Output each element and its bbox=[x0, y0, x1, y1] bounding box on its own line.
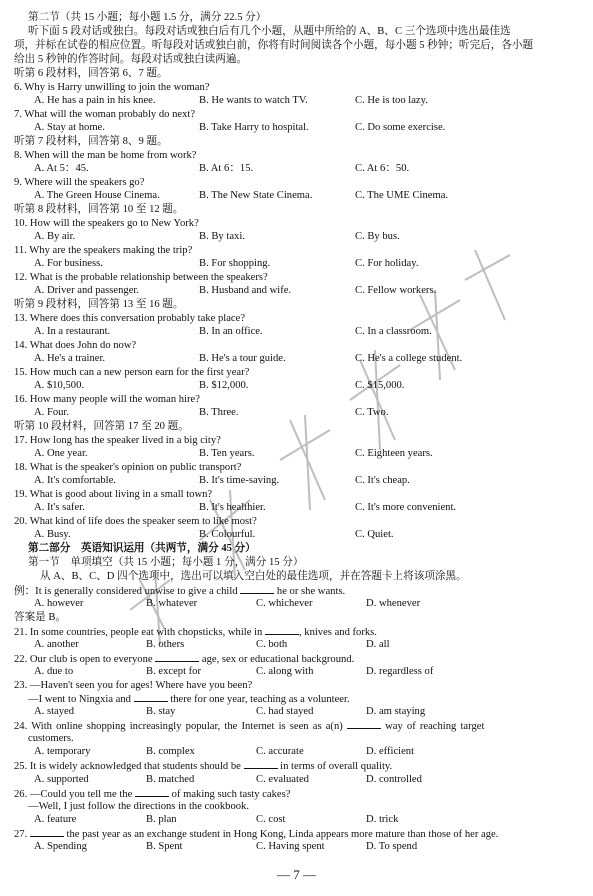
option[interactable]: C. cost bbox=[256, 814, 286, 825]
option[interactable]: C. both bbox=[256, 639, 288, 650]
option[interactable]: D. efficient bbox=[366, 746, 415, 757]
option[interactable]: A. The Green House Cinema. bbox=[34, 190, 160, 201]
option[interactable]: C. Having spent bbox=[256, 841, 325, 852]
option[interactable]: D. To spend bbox=[366, 841, 418, 852]
option[interactable]: C. It's more convenient. bbox=[355, 502, 457, 513]
option[interactable]: A. temporary bbox=[34, 746, 91, 757]
option[interactable]: C. In a classroom. bbox=[355, 326, 432, 337]
option[interactable]: B. Ten years. bbox=[199, 448, 255, 459]
option[interactable]: C. The UME Cinema. bbox=[355, 190, 449, 201]
option[interactable]: B. whatever bbox=[146, 598, 198, 609]
material-heading: 听第 8 段材料，回答第 10 至 12 题。 bbox=[14, 204, 184, 215]
option[interactable]: B. others bbox=[146, 639, 185, 650]
option[interactable]: B. By taxi. bbox=[199, 231, 245, 242]
answer-blank[interactable] bbox=[347, 719, 381, 729]
question-18: 18. What is the speaker's opinion on public transport? bbox=[14, 462, 242, 473]
option[interactable]: C. along with bbox=[256, 666, 314, 677]
option[interactable]: B. complex bbox=[146, 746, 195, 757]
option[interactable]: B. plan bbox=[146, 814, 177, 825]
question-26: 26. —Could you tell me the of making such tasty cakes? bbox=[14, 789, 291, 800]
question-14: 14. What does John do now? bbox=[14, 340, 137, 351]
example-question: 例：It is generally considered unwise to give a child he or she wants. bbox=[14, 586, 346, 597]
section2-instructions: 项，并标在试卷的相应位置。听每段对话或独白前，你将有时间阅读各个小题，每小题 5 秒钟；听完后，各小题 bbox=[14, 40, 534, 51]
question-23: 23. —Haven't seen you for ages! Where have you been? bbox=[14, 680, 253, 691]
option[interactable]: C. Two. bbox=[355, 407, 389, 418]
option[interactable]: C. Do some exercise. bbox=[355, 122, 446, 133]
option[interactable]: B. matched bbox=[146, 774, 195, 785]
option[interactable]: A. By air. bbox=[34, 231, 76, 242]
option[interactable]: B. $12,000. bbox=[199, 380, 249, 391]
question-20: 20. What kind of life does the speaker seem to like most? bbox=[14, 516, 257, 527]
option[interactable]: A. It's comfortable. bbox=[34, 475, 116, 486]
option[interactable]: B. Take Harry to hospital. bbox=[199, 122, 309, 133]
option[interactable]: A. due to bbox=[34, 666, 74, 677]
option[interactable]: B. Three. bbox=[199, 407, 239, 418]
option[interactable]: C. For holiday. bbox=[355, 258, 419, 269]
question-21: 21. In some countries, people eat with chopsticks, while in , knives and forks. bbox=[14, 627, 377, 638]
example-answer: 答案是 B。 bbox=[14, 612, 67, 623]
answer-blank[interactable] bbox=[240, 584, 274, 594]
option[interactable]: C. whichever bbox=[256, 598, 313, 609]
option[interactable]: A. Busy. bbox=[34, 529, 71, 540]
option[interactable]: A. Driver and passenger. bbox=[34, 285, 140, 296]
option[interactable]: C. had stayed bbox=[256, 706, 314, 717]
option[interactable]: A. He's a trainer. bbox=[34, 353, 106, 364]
option[interactable]: B. He wants to watch TV. bbox=[199, 95, 308, 106]
option[interactable]: C. At 6：50. bbox=[355, 163, 410, 174]
option[interactable]: B. It's healthier. bbox=[199, 502, 266, 513]
option[interactable]: B. At 6：15. bbox=[199, 163, 254, 174]
material-heading: 听第 7 段材料，回答第 8、9 题。 bbox=[14, 136, 168, 147]
option[interactable]: C. Eighteen years. bbox=[355, 448, 433, 459]
part2-header: 第二部分 英语知识运用（共两节，满分 45 分） bbox=[28, 543, 256, 554]
option[interactable]: C. By bus. bbox=[355, 231, 400, 242]
option[interactable]: C. Quiet. bbox=[355, 529, 394, 540]
question-17: 17. How long has the speaker lived in a big city? bbox=[14, 435, 221, 446]
question-6: 6. Why is Harry unwilling to join the woman? bbox=[14, 82, 210, 93]
option[interactable]: B. Spent bbox=[146, 841, 183, 852]
question-9: 9. Where will the speakers go? bbox=[14, 177, 145, 188]
page-number: — 7 — bbox=[277, 867, 316, 882]
option[interactable]: A. however bbox=[34, 598, 84, 609]
option[interactable]: A. Stay at home. bbox=[34, 122, 105, 133]
answer-blank[interactable] bbox=[265, 625, 299, 635]
answer-blank[interactable] bbox=[30, 827, 64, 837]
section2-instructions: 给出 5 秒钟的作答时间。每段对话或独白读两遍。 bbox=[14, 54, 248, 65]
option[interactable]: C. accurate bbox=[256, 746, 304, 757]
option[interactable]: B. The New State Cinema. bbox=[199, 190, 313, 201]
option[interactable]: D. regardless of bbox=[366, 666, 434, 677]
question-24-cont: customers. bbox=[28, 733, 74, 744]
material-heading: 听第 10 段材料，回答第 17 至 20 题。 bbox=[14, 421, 189, 432]
question-11: 11. Why are the speakers making the trip? bbox=[14, 245, 193, 256]
part2-instructions: 从 A、B、C、D 四个选项中，选出可以填入空白处的最佳选项，并在答题卡上将该项涂黑。 bbox=[40, 571, 467, 582]
option[interactable]: B. He's a tour guide. bbox=[199, 353, 286, 364]
material-heading: 听第 6 段材料，回答第 6、7 题。 bbox=[14, 68, 168, 79]
option[interactable]: A. For business. bbox=[34, 258, 103, 269]
option[interactable]: B. It's time-saving. bbox=[199, 475, 280, 486]
question-22: 22. Our club is open to everyone age, sex or educational background. bbox=[14, 654, 355, 665]
option[interactable]: A. One year. bbox=[34, 448, 88, 459]
question-19: 19. What is good about living in a small town? bbox=[14, 489, 213, 500]
option[interactable]: A. At 5：45. bbox=[34, 163, 89, 174]
question-23-reply: —I went to Ningxia and there for one year, teaching as a volunteer. bbox=[28, 694, 350, 705]
option[interactable]: D. whenever bbox=[366, 598, 421, 609]
option[interactable]: A. Spending bbox=[34, 841, 87, 852]
question-27: 27. the past year as an exchange student in Hong Kong, Linda appears more mature than those of her age. bbox=[14, 829, 499, 840]
answer-blank[interactable] bbox=[244, 759, 278, 769]
option[interactable]: A. another bbox=[34, 639, 79, 650]
option[interactable]: A. In a restaurant. bbox=[34, 326, 111, 337]
question-13: 13. Where does this conversation probably take place? bbox=[14, 313, 246, 324]
option[interactable]: D. controlled bbox=[366, 774, 422, 785]
option[interactable]: B. In an office. bbox=[199, 326, 263, 337]
question-16: 16. How many people will the woman hire? bbox=[14, 394, 200, 405]
option[interactable]: C. He is too lazy. bbox=[355, 95, 428, 106]
option[interactable]: A. Four. bbox=[34, 407, 70, 418]
question-25: 25. It is widely acknowledged that students should be in terms of overall quality. bbox=[14, 761, 393, 772]
option[interactable]: C. evaluated bbox=[256, 774, 309, 785]
option[interactable]: C. $15,000. bbox=[355, 380, 405, 391]
material-heading: 听第 9 段材料，回答第 13 至 16 题。 bbox=[14, 299, 184, 310]
option[interactable]: B. stay bbox=[146, 706, 176, 717]
question-15: 15. How much can a new person earn for the first year? bbox=[14, 367, 250, 378]
option[interactable]: A. supported bbox=[34, 774, 89, 785]
option[interactable]: D. trick bbox=[366, 814, 399, 825]
option[interactable]: A. stayed bbox=[34, 706, 75, 717]
option[interactable]: B. For shopping. bbox=[199, 258, 271, 269]
question-26-reply: —Well, I just follow the directions in the cookbook. bbox=[28, 801, 249, 812]
part2-section-title: 第一节 单项填空（共 15 小题；每小题 1 分，满分 15 分） bbox=[28, 557, 304, 568]
option[interactable]: D. all bbox=[366, 639, 390, 650]
question-24: 24. With online shopping increasingly popular, the Internet is seen as a(n) way of reaching target bbox=[14, 721, 485, 732]
option[interactable]: C. Fellow workers. bbox=[355, 285, 437, 296]
answer-blank[interactable] bbox=[134, 692, 168, 702]
option[interactable]: D. am staying bbox=[366, 706, 426, 717]
option[interactable]: C. It's cheap. bbox=[355, 475, 410, 486]
question-10: 10. How will the speakers go to New York? bbox=[14, 218, 199, 229]
answer-blank[interactable] bbox=[155, 652, 199, 662]
question-7: 7. What will the woman probably do next? bbox=[14, 109, 196, 120]
option[interactable]: B. Colourful. bbox=[199, 529, 256, 540]
option[interactable]: C. He's a college student. bbox=[355, 353, 463, 364]
option[interactable]: B. Husband and wife. bbox=[199, 285, 292, 296]
option[interactable]: A. feature bbox=[34, 814, 77, 825]
option[interactable]: A. $10,500. bbox=[34, 380, 85, 391]
option[interactable]: A. He has a pain in his knee. bbox=[34, 95, 156, 106]
section2-header: 第二节（共 15 小题；每小题 1.5 分，满分 22.5 分） bbox=[28, 12, 267, 23]
answer-blank[interactable] bbox=[135, 787, 169, 797]
option[interactable]: A. It's safer. bbox=[34, 502, 85, 513]
section2-instructions: 听下面 5 段对话或独白。每段对话或独白后有几个小题，从题中所给的 A、B、C 三个选项中选出最佳选 bbox=[28, 26, 511, 37]
option[interactable]: B. except for bbox=[146, 666, 202, 677]
question-12: 12. What is the probable relationship between the speakers? bbox=[14, 272, 268, 283]
question-8: 8. When will the man be home from work? bbox=[14, 150, 197, 161]
